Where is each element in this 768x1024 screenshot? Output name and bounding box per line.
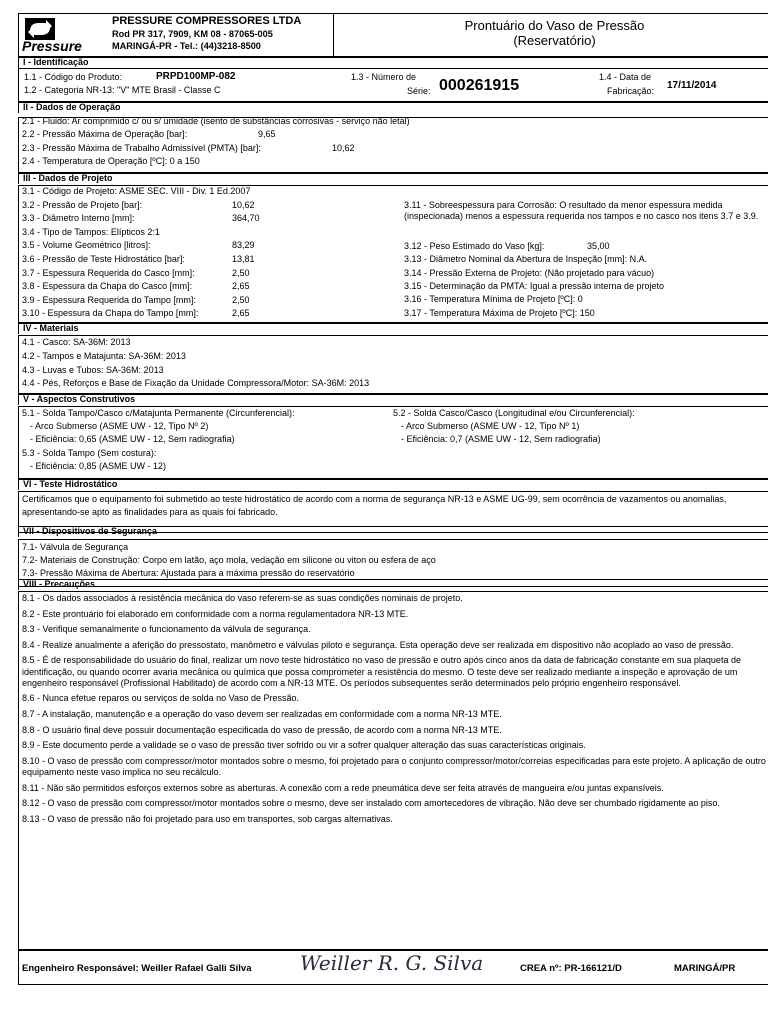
design-item-label: 3.5 - Volume Geométrico [litros]: [22, 240, 151, 251]
material-shell: 4.1 - Casco: SA-36M: 2013 [22, 337, 131, 347]
precaution-item: 8.7 - A instalação, manutenção e a operação do vaso devem ser realizadas em conformidade com a norma NR-13 MTE. [22, 708, 502, 719]
safety-valve: 7.1- Válvula de Segurança [22, 542, 129, 552]
estimated-weight-label: 3.12 - Peso Estimado do Vaso [kg]: [404, 241, 545, 251]
company-address: Rod PR 317, 7909, KM 08 - 87065-005 [112, 29, 273, 39]
design-item-value: 2,50 [232, 294, 250, 305]
precautions-list [22, 593, 768, 829]
precaution-item: 8.3 - Verifique semanalmente o funcionamento da válvula de segurança. [22, 624, 311, 635]
precaution-item: 8.11 - Não são permitidos esforços externos sobre as aberturas. A conexão com a rede pneumática deve ser feita através de mangueira e/ou juntas expansíveis. [22, 782, 664, 793]
product-code-label: 1.1 - Código do Produto: [24, 72, 123, 82]
design-item-label: 3.1 - Código de Projeto: ASME SEC. VIII - Div. 1 Ed.2007 [22, 186, 251, 196]
design-item-label: 3.8 - Espessura da Chapa do Casco [mm]: [22, 281, 193, 292]
serial-label-2: Série: [407, 86, 431, 96]
hydrostatic-certification: Certificamos que o equipamento foi submetido ao teste hidrostático de acordo com a norma de segurança NR-13 e ASME UG-99, sem ocorrência de vazamentos ou anomalias, apresentando-se apto as finalidades para as quais foi fabricado. [22, 494, 727, 517]
section-heading-precautions: VIII - Precauções [18, 579, 768, 590]
material-heads: 4.2 - Tampos e Matajunta: SA-36M: 2013 [22, 351, 186, 361]
section-heading-materials: IV - Materiais [18, 323, 768, 334]
company-city-phone: MARINGÁ-PR - Tel.: (44)3218-8500 [112, 41, 261, 51]
design-item-value: 2,50 [232, 267, 250, 278]
logo-wordmark: Pressure [22, 38, 82, 54]
max-design-temperature: 3.17 - Temperatura Máxima de Projeto [ºC]: 150 [404, 308, 595, 318]
weld-shell-shell: 5.2 - Solda Casco/Casco (Longitudinal e/ou Circunferencial): [393, 408, 635, 418]
weld-head-seamless: 5.3 - Solda Tampo (Sem costura): [22, 448, 157, 458]
engineer-signature: Weiller R. G. Silva [300, 951, 484, 975]
precaution-item: 8.8 - O usuário final deve possuir documentação especificada do vaso de pressão, de acordo com a norma NR-13 MTE. [22, 724, 502, 735]
document-page [18, 13, 768, 985]
design-item-label: 3.3 - Diâmetro Interno [mm]: [22, 213, 135, 224]
precaution-item: 8.4 - Realize anualmente a aferição do pressostato, manômetro e válvulas piloto e segurança. Esta operação deve ser realizada em dispositivo não acoplado ao vaso de pressão. [22, 639, 734, 650]
design-item-value: 2,65 [232, 281, 250, 292]
design-item-label: 3.9 - Espessura Requerida do Tampo [mm]: [22, 294, 196, 305]
material-supports: 4.4 - Pés, Reforços e Base de Fixação da Unidade Compressora/Motor: SA-36M: 2013 [22, 378, 370, 388]
precaution-item: 8.2 - Este prontuário foi elaborado em conformidade com a norma regulamentadora NR-13 MTE. [22, 608, 409, 619]
design-item-value: 83,29 [232, 240, 255, 251]
precaution-item: 8.1 - Os dados associados à resistência mecânica do vaso referem-se as suas condições nominais de projeto. [22, 593, 463, 603]
mawp-determination: 3.15 - Determinação da PMTA: Igual a pressão interna de projeto [404, 281, 664, 291]
document-title-line1: Prontuário do Vaso de Pressão [464, 18, 645, 33]
external-design-pressure: 3.14 - Pressão Externa de Projeto: (Não projetado para vácuo) [404, 268, 655, 278]
design-item-label: 3.2 - Pressão de Projeto [bar]: [22, 199, 143, 210]
design-item-label: 3.4 - Tipo de Tampos: Elípticos 2:1 [22, 226, 160, 237]
inspection-opening-diameter: 3.13 - Diâmetro Nominal da Abertura de Inspeção [mm]: N.A. [404, 254, 648, 264]
product-code-value: PRPD100MP-082 [156, 71, 236, 82]
fluid: 2.1 - Fluido: Ar comprimido c/ ou s/ umidade (isento de substâncias corrosivas - serviço não letal) [22, 116, 410, 126]
design-item-label: 3.10 - Espessura da Chapa do Tampo [mm]: [22, 308, 199, 319]
min-design-temperature: 3.16 - Temperatura Mínima de Projeto [ºC]: 0 [404, 294, 583, 304]
design-item-value: 10,62 [232, 199, 255, 210]
section-heading-hydrostatic: VI - Teste Hidrostático [18, 479, 768, 490]
weld-head-seamless-efficiency: - Eficiência: 0,85 (ASME UW - 12) [30, 461, 167, 471]
precaution-item: 8.13 - O vaso de pressão não foi projetado para uso em transportes, sob cargas alternativas. [22, 813, 393, 824]
max-operating-pressure-value: 9,65 [258, 129, 276, 139]
estimated-weight-value: 35,00 [587, 241, 610, 251]
design-item-label: 3.6 - Pressão de Teste Hidrostático [bar]: [22, 254, 185, 264]
nr13-category: 1.2 - Categoria NR-13: "V" MTE Brasil - Classe C [24, 85, 221, 95]
section-heading-operation: II - Dados de Operação [18, 102, 768, 113]
company-name: PRESSURE COMPRESSORES LTDA [112, 15, 302, 27]
responsible-engineer: Engenheiro Responsável: Weiller Rafael Galli Silva [22, 963, 252, 974]
company-logo [22, 16, 102, 54]
section-heading-construction: V - Aspectos Construtivos [18, 394, 768, 405]
precaution-item: 8.12 - O vaso de pressão com compressor/motor montados sobre o mesmo, deve ser instalado com amortecedores de vibração. Não deve ser chumbado rigidamente ao piso. [22, 798, 720, 809]
manufacture-date-value: 17/11/2014 [667, 80, 717, 91]
mawp-label: 2.3 - Pressão Máxima de Trabalho Admissível (PMTA) [bar]: [22, 143, 261, 153]
safety-valve-materials: 7.2- Materiais de Construção: Corpo em latão, aço mola, vedação em silicone ou viton ou esfera de aço [22, 555, 436, 565]
weld-shell-shell-efficiency: - Eficiência: 0,7 (ASME UW - 12, Sem radiografia) [401, 434, 601, 444]
weld-shell-shell-process: - Arco Submerso (ASME UW - 12, Tipo Nº 1) [401, 421, 580, 431]
manufacture-date-label-1: 1.4 - Data de [599, 72, 652, 82]
material-fittings: 4.3 - Luvas e Tubos: SA-36M: 2013 [22, 365, 164, 375]
serial-number-value: 000261915 [439, 77, 520, 94]
precaution-item: 8.5 - É de responsabilidade do usuário do final, realizar um novo teste hidrostático no vaso de pressão e outro após cinco anos da data de fabricação constante em sua plaqueta de identificação, ou quando ocorrer avaria mecânica ou química que possa comprometer a resistência do mesmo. O teste deve ser realizado mediante a inspeção e aprovação de um engenheiro responsável (Profissional Habilitado) de acordo com a NR-13 MTE. Os períodos subsequentes serão determinados pelo próprio engenheiro responsável. [22, 655, 741, 688]
corrosion-allowance: 3.11 - Sobreespessura para Corrosão: O resultado da menor espessura medida (inspecionada) menos a espessura requerida nos tampos e no casco nos itens 3.7 e 3.9. [404, 200, 759, 222]
design-item-value: 364,70 [232, 213, 260, 224]
design-item-value: 2,65 [232, 308, 250, 319]
crea-number: CREA nº: PR-166121/D [520, 963, 622, 974]
weld-head-shell: 5.1 - Solda Tampo/Casco c/Matajunta Permanente (Circunferencial): [22, 408, 295, 418]
precaution-item: 8.9 - Este documento perde a validade se o vaso de pressão tiver sofrido ou vir a sofrer qualquer alteração das suas características originais. [22, 740, 586, 751]
mawp-value: 10,62 [332, 143, 355, 153]
serial-label-1: 1.3 - Número de [351, 72, 417, 82]
document-title [334, 18, 768, 49]
section-heading-design: III - Dados de Projeto [18, 173, 768, 184]
document-title-line2: (Reservatório) [513, 33, 596, 49]
section-heading-safety-devices: VII - Dispositivos de Segurança [18, 526, 768, 537]
weld-head-shell-efficiency: - Eficiência: 0,65 (ASME UW - 12, Sem radiografia) [30, 434, 235, 444]
operating-temperature: 2.4 - Temperatura de Operação [ºC]: 0 a 150 [22, 156, 200, 166]
weld-head-shell-process: - Arco Submerso (ASME UW - 12, Tipo Nº 2) [30, 421, 209, 431]
precaution-item: 8.10 - O vaso de pressão com compressor/motor montados sobre o mesmo, foi projetado para o conjunto compressor/motor/correias especificadas para este projeto. A aplicação de outro equipamento neste vaso implica no seu recálculo. [22, 755, 766, 777]
design-item-label: 3.7 - Espessura Requerida do Casco [mm]: [22, 267, 195, 278]
footer-city: MARINGÁ/PR [674, 963, 736, 974]
manufacture-date-label-2: Fabricação: [607, 86, 655, 96]
section-heading-identification: I - Identificação [18, 57, 768, 68]
safety-valve-opening-pressure: 7.3- Pressão Máxima de Abertura: Ajustada para a máxima pressão do reservatório [22, 568, 355, 578]
max-operating-pressure-label: 2.2 - Pressão Máxima de Operação [bar]: [22, 129, 188, 139]
design-item-value: 13,81 [232, 254, 255, 264]
precaution-item: 8.6 - Nunca efetue reparos ou serviços de solda no Vaso de Pressão. [22, 693, 299, 704]
